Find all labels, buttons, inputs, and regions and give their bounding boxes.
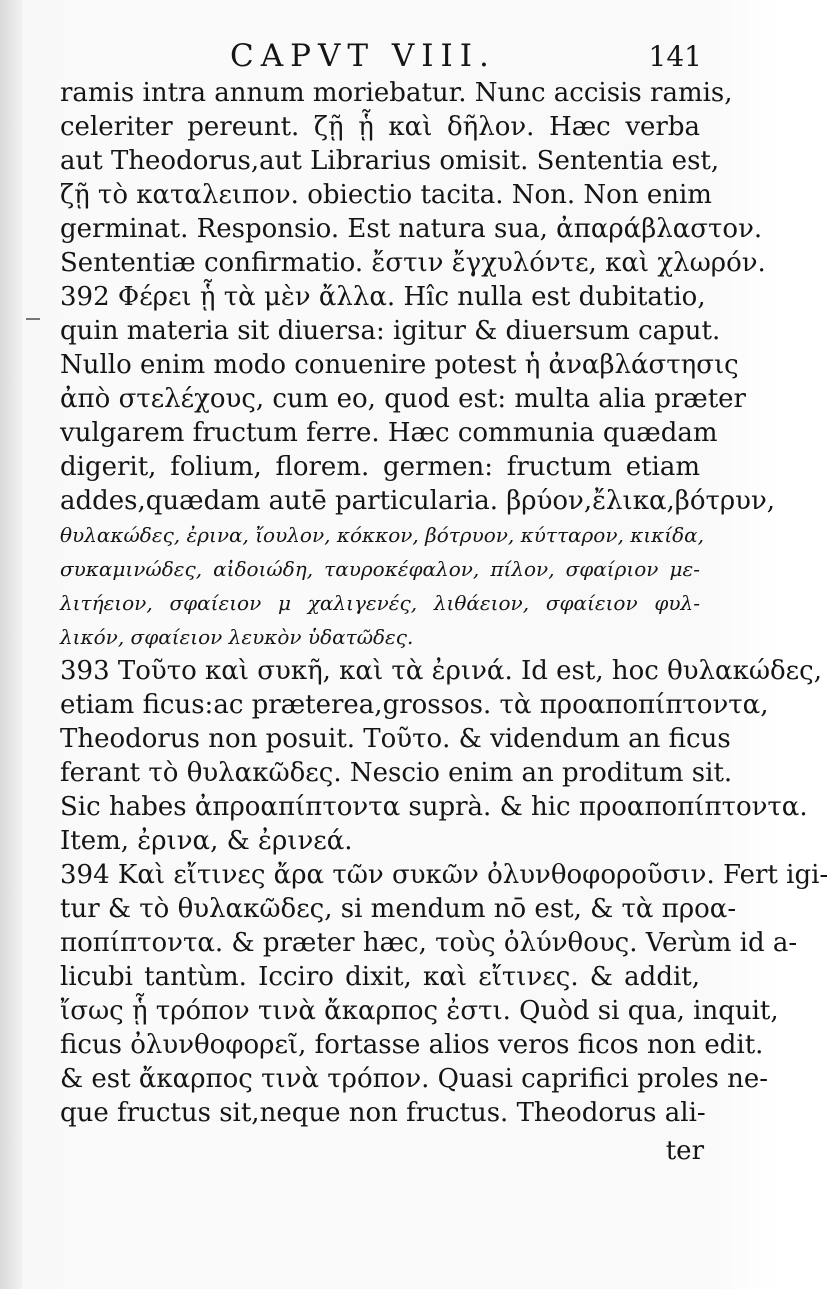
text-line: Sententiæ confirmatio. ἔστιν ἔγχυλόντε, καὶ χλωρόν. [60,248,766,278]
page-number: 141 [648,40,702,73]
greek-list-line: λικόν, σφαίειον λευκὸν ὑδατῶδες. [60,625,414,649]
text-line: ἀπὸ στελέχους, cum eo, quod est: multa alia præter [60,384,746,414]
text-line: etiam ficus:ac præterea,grossos. τὰ προαποπίπτοντα, [60,690,769,720]
text-line: Nullo enim modo conuenire potest ἡ ἀναβλάστησις [60,350,739,380]
text-line: Theodorus non posuit. Τοῦτο. & videndum an ficus [60,724,731,754]
text-line: aut Theodorus,aut Librarius omisit. Sententia est, [60,146,720,176]
text-line: 393 Τοῦτο καὶ συκῆ, καὶ τὰ ἐρινά. Id est, hoc θυλακώδες, [60,656,822,686]
text-line: licubi tantùm. Icciro dixit, καὶ εἴτινες. & addit, [60,962,700,992]
text-line: vulgarem fructum ferre. Hæc communia quædam [60,418,718,448]
text-line: ποπίπτοντα. & præter hæc, τοὺς ὀλύνθους. Verùm id a- [60,928,798,958]
greek-list-line: λιτήειον, σφαίειον μ χαλιγενές, λιθάειον, σφαίειον φυλ- [60,591,700,615]
text-line: addes,quædam autē particularia. βρύον,ἔλικα,βότρυν, [60,486,776,516]
page-gutter-shadow [0,0,22,1289]
greek-list-line: συκαμινώδες, αἰδοιώδη, ταυροκέφαλον, πίλον, σφαίριον με- [60,557,700,581]
catchword: ter [665,1136,704,1166]
text-line: Sic habes ἀπροαπίπτοντα suprà. & hic προαποπίπτοντα. [60,792,808,822]
text-line: quin materia sit diuersa: igitur & diuersum caput. [60,316,721,346]
text-line: digerit, folium, florem. germen: fructum etiam [60,452,700,482]
text-line: 394 Καὶ εἴτινες ἄρα τῶν συκῶν ὀλυνθοφοροῦσιν. Fert igi- [60,860,828,890]
greek-list-line: θυλακώδες, ἐρινα, ἴουλον, κόκκον, βότρυον, κύτταρον, κικίδα, [60,523,705,547]
running-head: CAPVT VIII. [230,38,496,74]
text-line: que fructus sit,neque non fructus. Theodorus ali- [60,1098,706,1128]
text-line: ζῇ τὸ καταλειπον. obiectio tacita. Non. Non enim [60,180,712,210]
margin-mark [26,318,40,320]
text-line: ferant τὸ θυλακῶδες. Nescio enim an proditum sit. [60,758,733,788]
text-line: Item, ἐρινα, & ἐρινεά. [60,826,353,856]
text-line: celeriter pereunt. ζῇ ᾗ καὶ δῆλον. Hæc verba [60,112,700,142]
text-line: & est ἄκαρπος τινὰ τρόπον. Quasi caprifici proles ne- [60,1064,769,1094]
page-header [60,38,700,78]
text-line: 392 Φέρει ᾗ τὰ μὲν ἄλλα. Hîc nulla est dubitatio, [60,282,706,312]
text-line: ficus ὀλυνθοφορεῖ, fortasse alios veros ficos non edit. [60,1030,764,1060]
text-block [60,76,828,1130]
text-line: ramis intra annum moriebatur. Nunc accisis ramis, [60,78,733,108]
text-line: germinat. Responsio. Est natura sua, ἀπαράβλαστον. [60,214,763,244]
text-line: ἴσως ᾗ τρόπον τινὰ ἄκαρπος ἐστι. Quòd si qua, inquit, [60,996,779,1026]
text-line: tur & τὸ θυλακῶδες, si mendum nō est, & τὰ προα- [60,894,737,924]
